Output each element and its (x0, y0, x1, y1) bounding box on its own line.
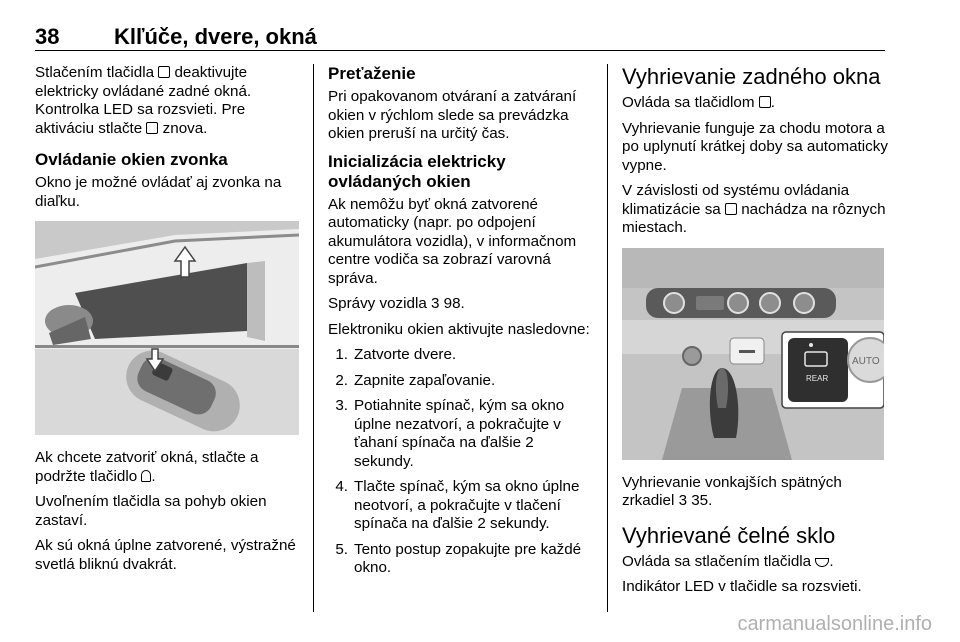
page-header (35, 24, 885, 51)
watermark: carmanualsonline.info (737, 613, 932, 635)
lock-icon (141, 470, 151, 482)
auto-button-label: AUTO (852, 355, 880, 367)
windscreen-button-paragraph: Ovláda sa stlačením tlačidla . (622, 552, 834, 570)
button-location-paragraph: V závislosti od systému ovládania klimatizácie sa nachádza na rôznych miestach. (622, 182, 886, 236)
heated-windscreen-heading: Vyhrievané čelné sklo (622, 522, 836, 548)
activate-electronics-paragraph: Elektroniku okien aktivujte nasledovne: (328, 320, 590, 338)
mirror-heating-reference: Vyhrievanie vonkajších spätných zrkadiel 3 35. (622, 473, 842, 509)
initialization-steps (328, 346, 594, 578)
list-item: 2. Zapnite zapaľovanie. (335, 371, 496, 389)
climate-control-figure (622, 248, 884, 460)
overload-heading: Preťaženie (328, 64, 416, 83)
initialization-heading: Inicializácia elektricky ovládaných okien (328, 151, 506, 191)
rear-defrost-icon (759, 96, 771, 108)
rear-window-button-paragraph: Ovláda sa tlačidlom . (622, 94, 775, 111)
climate-panel-illustration (622, 248, 884, 460)
list-item: 4. Tlačte spínač, kým sa okno úplne neotvorí, a pokračujte v tlačení spínača na ďalšie 2 sekundy. (335, 478, 580, 532)
column-divider (607, 64, 608, 612)
release-button-paragraph: Uvoľnením tlačidla sa pohyb okien zastaví. (35, 493, 267, 529)
rear-defrost-icon (725, 203, 737, 215)
page-number: 38 (35, 24, 60, 49)
list-item: 1. Zatvorte dvere. (335, 346, 457, 363)
column-divider (313, 64, 314, 612)
column-left (35, 64, 299, 581)
reference-arrow-icon: 3 (430, 295, 440, 312)
initialization-paragraph: Ak nemôžu byť okná zatvorené automaticky (napr. po odpojení akumulátora vozidla), v informačnom centre vodiča sa zobrazí varovná správa. (328, 195, 577, 287)
remote-window-paragraph: Okno je možné ovládať aj zvonka na diaľku. (35, 174, 282, 210)
windscreen-heating-icon (815, 558, 829, 567)
hazard-lights-paragraph: Ak sú okná úplne zatvorené, výstražné svetlá bliknú dvakrát. (35, 537, 296, 573)
page-title: Klľúče, dvere, okná (114, 24, 317, 49)
rear-window-heating-heading: Vyhrievanie zadného okna (622, 64, 881, 89)
heating-operation-paragraph: Vyhrievanie funguje za chodu motora a po uplynutí krátkej doby sa automaticky vypne. (622, 119, 888, 174)
rear-button-label: REAR (806, 373, 829, 383)
list-item: 5. Tento postup zopakujte pre každé okno. (335, 540, 582, 576)
car-door-remote-illustration (35, 221, 299, 435)
column-right (622, 64, 888, 604)
led-indicator-paragraph: Indikátor LED v tlačidle sa rozsvieti. (622, 578, 862, 595)
remote-window-figure (35, 221, 299, 435)
overload-paragraph: Pri opakovanom otváraní a zatváraní okien v rýchlom slede sa prevádzka okien preruší na určitý čas. (328, 88, 577, 142)
list-item: 3. Potiahnite spínač, kým sa okno úplne nezatvorí, a pokračujte v ťahaní spínača na ďalšie 2 sekundy. (335, 397, 565, 470)
child-lock-paragraph: Stlačením tlačidla deaktivujte elektricky ovládané zadné okná. Kontrolka LED sa rozsvieti. Pre aktiváciu stlačte znova. (35, 64, 252, 137)
reference-arrow-icon: 3 (678, 492, 688, 509)
child-lock-window-icon (146, 122, 158, 134)
remote-window-heading: Ovládanie okien zvonka (35, 150, 228, 169)
column-middle (328, 64, 594, 585)
vehicle-messages-reference: Správy vozidla 3 98. (328, 295, 465, 312)
child-lock-window-icon (158, 66, 170, 78)
close-windows-paragraph: Ak chcete zatvoriť okná, stlačte a podržte tlačidlo . (35, 449, 259, 485)
